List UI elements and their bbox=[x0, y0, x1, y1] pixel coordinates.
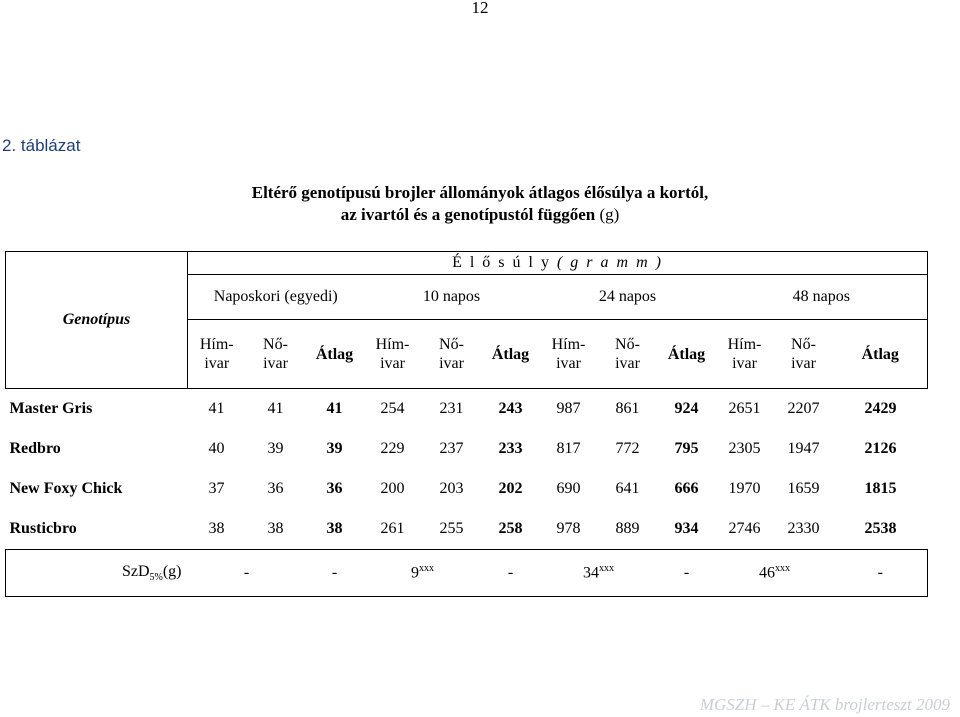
szd-naposkori-avg: - bbox=[306, 550, 364, 597]
genotype-name: Master Gris bbox=[9, 400, 93, 417]
male-header: Hím- ivar bbox=[716, 320, 774, 389]
cell-average: 2538 bbox=[864, 520, 897, 537]
szd-10-napos-avg: - bbox=[482, 550, 540, 597]
cell-value: 41 bbox=[267, 400, 284, 417]
szd-10-napos: 9$^{xxx}$ bbox=[364, 550, 482, 597]
average-header: Átlag bbox=[658, 320, 716, 389]
cell-average: 39 bbox=[326, 440, 343, 457]
cell-value: 978 bbox=[556, 520, 581, 537]
male-header: Hím- ivar bbox=[540, 320, 598, 389]
cell-value: 231 bbox=[439, 400, 464, 417]
cell-value: 1970 bbox=[728, 480, 761, 497]
caption-line-2-text: az ivartól és a genotípustól függően bbox=[340, 205, 596, 224]
cell-average: 795 bbox=[674, 440, 699, 457]
szd-48-napos: 46$^{xxx}$ bbox=[716, 550, 834, 597]
table-caption bbox=[0, 182, 960, 226]
cell-value: 229 bbox=[380, 440, 405, 457]
cell-value: 2330 bbox=[787, 520, 820, 537]
cell-value: 1659 bbox=[787, 480, 820, 497]
cell-average: 2126 bbox=[864, 440, 897, 457]
period-header-24-napos: 24 napos bbox=[540, 275, 716, 320]
liveweight-table bbox=[5, 251, 928, 597]
period-header-naposkori: Naposkori (egyedi) bbox=[188, 275, 364, 320]
table-row-redbro bbox=[6, 429, 928, 469]
cell-value: 40 bbox=[208, 440, 225, 457]
cell-average: 233 bbox=[498, 440, 523, 457]
table-row-master-gris bbox=[6, 389, 928, 430]
cell-average: 924 bbox=[674, 400, 699, 417]
szd-naposkori: - bbox=[188, 550, 306, 597]
cell-value: 2651 bbox=[728, 400, 761, 417]
caption-line-1: Eltérő genotípusú brojler állományok átlagos élősúlya a kortól, bbox=[251, 183, 709, 202]
footer-watermark: MGSZH – KE ÁTK brojlerteszt 2009 bbox=[699, 695, 950, 714]
elosuly-text: É l ő s ú l y bbox=[452, 254, 551, 271]
cell-average: 243 bbox=[498, 400, 523, 417]
cell-value: 2305 bbox=[728, 440, 761, 457]
genotype-name: Redbro bbox=[9, 440, 61, 457]
average-header: Átlag bbox=[306, 320, 364, 389]
cell-value: 1947 bbox=[787, 440, 820, 457]
cell-average: 38 bbox=[326, 520, 343, 537]
female-header: Nő- ivar bbox=[598, 320, 658, 389]
cell-value: 38 bbox=[208, 520, 225, 537]
cell-average: 934 bbox=[674, 520, 699, 537]
cell-average: 202 bbox=[498, 480, 523, 497]
male-header: Hím- ivar bbox=[364, 320, 422, 389]
page-number: 12 bbox=[471, 0, 489, 17]
szd-24-napos: 34$^{xxx}$ bbox=[540, 550, 658, 597]
cell-value: 2207 bbox=[787, 400, 820, 417]
genotype-name: Rusticbro bbox=[9, 520, 77, 537]
cell-value: 36 bbox=[267, 480, 284, 497]
cell-value: 255 bbox=[439, 520, 464, 537]
cell-average: 41 bbox=[326, 400, 343, 417]
cell-average: 2429 bbox=[864, 400, 897, 417]
elosuly-header bbox=[188, 252, 928, 275]
table-label: 2. táblázat bbox=[2, 136, 81, 155]
cell-value: 39 bbox=[267, 440, 284, 457]
cell-value: 203 bbox=[439, 480, 464, 497]
caption-unit: (g) bbox=[599, 205, 620, 224]
szd-label: SzD$_{5\%}$(g) bbox=[6, 550, 188, 597]
szd-24-napos-avg: - bbox=[658, 550, 716, 597]
average-header: Átlag bbox=[834, 320, 928, 389]
cell-value: 987 bbox=[556, 400, 581, 417]
table-row-rusticbro bbox=[6, 509, 928, 550]
cell-value: 41 bbox=[208, 400, 225, 417]
cell-value: 772 bbox=[615, 440, 640, 457]
cell-value: 817 bbox=[556, 440, 581, 457]
cell-average: 36 bbox=[326, 480, 343, 497]
table-row-szd bbox=[6, 550, 928, 597]
cell-value: 38 bbox=[267, 520, 284, 537]
cell-value: 237 bbox=[439, 440, 464, 457]
cell-value: 690 bbox=[556, 480, 581, 497]
period-header-10-napos: 10 napos bbox=[364, 275, 540, 320]
average-header: Átlag bbox=[482, 320, 540, 389]
cell-value: 200 bbox=[380, 480, 405, 497]
cell-value: 641 bbox=[615, 480, 640, 497]
female-header: Nő- ivar bbox=[422, 320, 482, 389]
szd-48-napos-avg: - bbox=[834, 550, 928, 597]
elosuly-unit: ( g r a m m ) bbox=[556, 254, 663, 271]
male-header: Hím- ivar bbox=[188, 320, 246, 389]
genotype-header: Genotípus bbox=[6, 252, 188, 389]
cell-value: 889 bbox=[615, 520, 640, 537]
cell-value: 254 bbox=[380, 400, 405, 417]
table-row-new-foxy-chick bbox=[6, 469, 928, 509]
cell-value: 37 bbox=[208, 480, 225, 497]
cell-average: 666 bbox=[674, 480, 699, 497]
genotype-name: New Foxy Chick bbox=[9, 480, 123, 497]
cell-average: 258 bbox=[498, 520, 523, 537]
cell-average: 1815 bbox=[864, 480, 897, 497]
cell-value: 2746 bbox=[728, 520, 761, 537]
cell-value: 261 bbox=[380, 520, 405, 537]
cell-value: 861 bbox=[615, 400, 640, 417]
female-header: Nő- ivar bbox=[774, 320, 834, 389]
period-header-48-napos: 48 napos bbox=[716, 275, 928, 320]
caption-line-2 bbox=[0, 204, 960, 226]
female-header: Nő- ivar bbox=[246, 320, 306, 389]
